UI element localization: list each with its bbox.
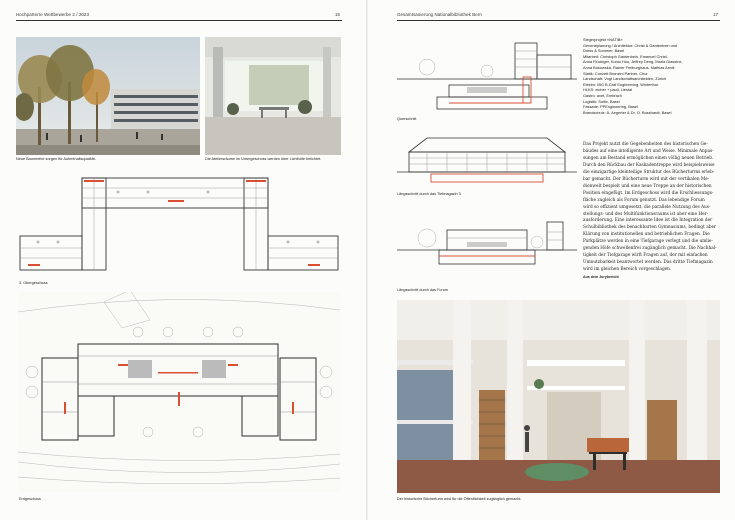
exterior-rendering [16, 37, 200, 155]
book-tower-photo [397, 300, 720, 493]
cross-section-drawing [397, 37, 577, 114]
caption-rendering: Neue Baumreihe sorgen für Aufenthaltsqualität. [16, 157, 96, 161]
long-section-forum [397, 212, 577, 282]
credit-line: Gastro: axet, Embrach [583, 92, 622, 98]
body-line: wird so effizient umgesetzt, die parallele Nutzung des Aus- [583, 204, 711, 210]
body-line [583, 267, 720, 281]
jury-signature: Aus dem Jurybericht [583, 275, 619, 280]
body-line: dienwelt bespielt und eine neue Treppe an der historischen [583, 183, 712, 189]
body-line: tigkeit der Tiefgarage wirft Fragen auf, der mit einfachen [583, 253, 708, 259]
credit-line: HLKS: eicher + pauli, Liestal [583, 87, 632, 93]
body-line: Durch den Rückbau der Kaskadentreppe wird beispielsweise [583, 162, 715, 168]
jury-report-text [583, 142, 720, 281]
credit-line: Dress & Sommer, Basel [583, 48, 625, 54]
body-line: bar gemacht. Der Bücherturm wird mit der vertikalen Me- [583, 176, 710, 182]
long-section-depot [397, 130, 577, 185]
plan-third-floor [18, 176, 340, 276]
caption-book-tower: Der historische Bücherturm wird für die Öffentlichkeit zugänglich gemacht. [397, 497, 522, 501]
body-line: Parkplätze werden in eine Tiefgarage verlegt und die umlie- [583, 239, 713, 245]
caption-long-section-depot: Längsschnitt durch das Tiefmagazin 3 [397, 192, 461, 196]
credit-line: Statik: Conzett Bronzini Partner, Chur [583, 70, 648, 76]
left-header-rule [16, 20, 342, 21]
right-header-rule [397, 20, 720, 21]
project-credits [583, 37, 723, 115]
body-line: stellungs- und des Multifunktionsraums ist aber eine Her- [583, 211, 709, 217]
right-header-title: Gesamtsanierung Nationalbibliothek Bern [397, 12, 482, 17]
caption-atelier: Die Ateliersräume im Untergeschoss werden über Lichthöfe belichtet. [205, 157, 322, 161]
caption-third-floor: 3. Obergeschoss [19, 281, 48, 285]
body-line: Das Projekt nutzt die Gegebenheiten des historischen Ge- [583, 142, 708, 147]
plan-ground-floor [18, 292, 340, 492]
body-line: Umnutzbarkeit beantwortet werden. Das dritte Tiefmagazin [583, 260, 713, 266]
credit-line: Brandschutz: A. Aegerter & Dr. O. Bosshardt, Basel [583, 109, 672, 115]
credit-line: Logistik: Soitic, Basel [583, 98, 620, 104]
body-line: Klärung von institutionellen und betrieblichen Fragen. Die [583, 232, 710, 238]
atelier-photo [205, 37, 341, 155]
left-page-number: 16 [335, 12, 341, 17]
credit-line: Landschaft: Vogt Landschaftsarchitekten, Zürich [583, 76, 667, 82]
body-line: bäudes auf eine intelligente Art und Weise. Minimale Anpas- [583, 148, 714, 154]
body-line: die einzigartige kleinteilige Struktur des Bücherturms erleb- [583, 169, 715, 175]
credit-line: Anna Bukowska, Rainer Freiburghaus, Mathias Arndt [583, 64, 675, 70]
body-line: fläche zugleich als Forum genutzt. Das lebendige Forum [583, 197, 705, 203]
body-line: Schulbibliothek des benachbarten Gymnasiums, bedingt aber [583, 225, 716, 231]
body-line-last: wird im gleichen Bereich vorgeschlagen. [583, 267, 672, 273]
credit-line: Anna Flückiger, Kunio Hou, Jeffrey Deng, Maria Giasoine, [583, 59, 683, 65]
body-line: sungen am Bestand ermöglichen einen völlig neuen Betrieb. [583, 155, 714, 161]
credit-line: Generalplanung / Architektur: Christ & Gantenbein und [583, 42, 678, 48]
credit-line: Mitarbeit: Christoph Gantenbein, Emanuel Christ, [583, 53, 668, 59]
credit-line: Siegerprojekt «NATIB» [583, 37, 623, 42]
credit-line: Fassade: PPEngineering, Basel [583, 104, 638, 110]
body-line: Position eingefügt. Im Erdgeschoss wird die Erschliessungs- [583, 190, 714, 196]
caption-long-section-forum: Längsschnitt durch das Forum [397, 288, 449, 292]
caption-ground-floor: Erdgeschoss [19, 497, 41, 501]
right-page-number: 17 [713, 12, 719, 17]
left-header-title: Hochparterre Wettbewerbe 2 / 2023 [16, 12, 90, 17]
credit-line: Elektro: IBG B.Graf Engineering, Winterthur [583, 81, 659, 87]
caption-cross-section: Querschnitt [397, 117, 417, 121]
body-line: genden Höfe schwellenfrei zugänglich gemacht. Die Nachhal- [583, 246, 717, 252]
body-line: ausforderung. Eine interessante Idee ist die Integration der [583, 218, 713, 224]
